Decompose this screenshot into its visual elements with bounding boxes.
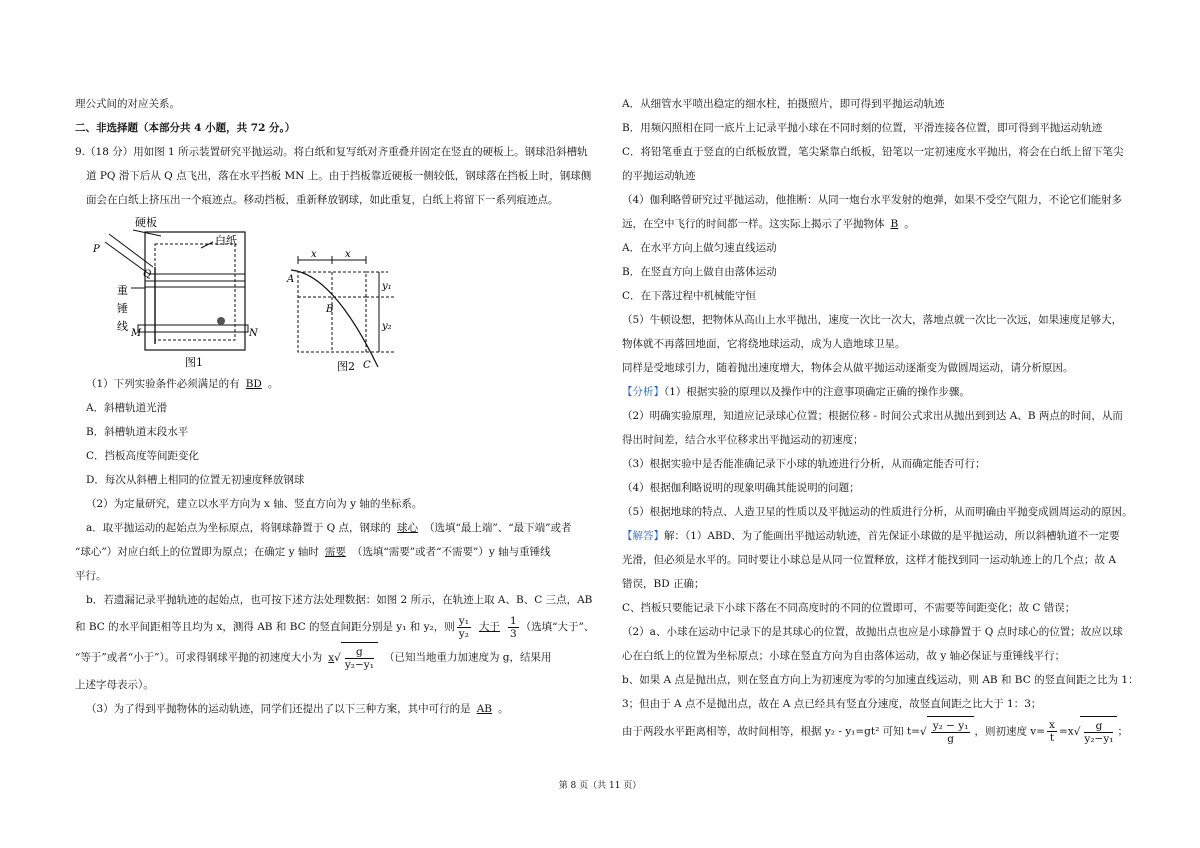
solution-text: 由于两段水平距离相等，故时间相等，根据 y₂ - y₁=gt² 可知 t= (622, 725, 920, 738)
label-b: B (326, 304, 334, 315)
text-line: （2）a、小球在运动中记录下的是其球心的位置，故抛出点也应是小球静置于 Q 点时球心的位置；故应以球 (622, 626, 1123, 638)
formula-line (622, 716, 1157, 747)
label-x1: x (311, 249, 317, 260)
text-line: C、挡板只要能记录下小球下落在不同高度时的不同的位置即可，不需要等间距变化；故 C 错误； (622, 602, 1076, 614)
text-line: （5）根据地球的特点、人造卫星的性质以及平抛运动的性质进行分析，从而明确由平抛变成圆周运动的原因。 (622, 506, 1133, 518)
text-line: 心在白纸上的位置为坐标原点；小球在竖直方向为自由落体运动，故 y 轴必保证与重锤线平行； (622, 650, 1066, 662)
text-line (75, 612, 610, 642)
answer: 需要 (324, 546, 346, 558)
solution-line (622, 524, 1157, 548)
question-text: （已知当地重力加速度为 g，结果用 (383, 651, 552, 664)
text-line: 物体就不再落回地面，它将绕地球运动，成为人造地球卫星。 (622, 338, 906, 350)
text-line: 错误，BD 正确； (622, 578, 705, 590)
option-c: C．在下落过程中机械能守恒 (622, 290, 757, 302)
option-a: A．斜槽轨道光滑 (86, 402, 168, 414)
question-2: （2）为定量研究，建立以水平方向为 x 轴、竖直方向为 y 轴的坐标系。 (86, 498, 423, 510)
label-c: C (363, 360, 371, 371)
text-line: 光滑，但必须是水平的。同时要让小球总是从同一位置释放，这样才能找到同一运动轨迹上的几个点；故 A (622, 554, 1116, 566)
text-line: 的平抛运动轨迹 (622, 170, 696, 182)
caption-fig1: 图1 (185, 356, 203, 369)
label-y1: y₁ (382, 281, 392, 292)
text-line (622, 212, 1157, 236)
text-line (75, 540, 610, 564)
question-text: （选填“大于”、 (520, 621, 595, 633)
analysis-text: （1）根据实验的原理以及操作中的注意事项确定正确的操作步骤。 (664, 386, 970, 398)
question-text: “球心”）对应白纸上的位置即为原点；在确定 y 轴时 (75, 546, 319, 558)
question-2b: b．若遗漏记录平抛轨迹的起始点，也可按下述方法处理数据：如图 2 所示，在轨迹上取 A、B、C 三点，AB (86, 594, 593, 606)
figure-apparatus (75, 212, 610, 372)
option-c: C．将铅笔垂直于竖直的白纸板放置，笔尖紧靠白纸板，铅笔以一定初速度水平抛出，将会在白纸上留下笔尖 (622, 146, 1124, 158)
label-line: 线 (117, 320, 128, 333)
label-paper: 白纸 (215, 234, 237, 247)
label-heavy: 重 (117, 284, 128, 297)
label-a: A (287, 274, 295, 285)
right-column (622, 92, 1157, 747)
sqrt-formula: √ $\frac{\text{y₂ − y₁}}{g}$ (920, 716, 974, 747)
apparatus-diagram (83, 212, 423, 372)
label-board: 硬板 (135, 216, 157, 229)
question-text: （1）下列实验条件必须满足的有 (86, 378, 240, 390)
text-line: 上述字母表示）。 (75, 679, 154, 691)
text-line: 得出时间差，结合水平位移求出平抛运动的初速度； (622, 434, 864, 446)
option-b: B．在竖直方向上做自由落体运动 (622, 266, 777, 278)
punct: ； (1117, 725, 1128, 738)
analysis-tag: 【分析】 (622, 386, 664, 398)
question-text: 远，在空中飞行的时间都一样。这实际上揭示了平抛物体 (622, 218, 885, 230)
question-9-line: 9.（18 分）用如图 1 所示装置研究平抛运动。将白纸和复写纸对齐重叠并固定在竖直的硬板上。钢球沿斜槽轨 (75, 146, 588, 158)
text-line: 理公式间的对应关系。 (75, 98, 180, 110)
option-b: B．斜槽轨道末段水平 (86, 426, 189, 438)
punct: 。 (904, 218, 915, 230)
caption-fig2: 图2 (337, 360, 355, 372)
label-x2: x (345, 249, 351, 260)
label-n: N (249, 328, 258, 339)
option-a: A．从细管水平喷出稳定的细水柱，拍摄照片，即可得到平抛运动轨迹 (622, 98, 945, 110)
answer: 大于 (478, 621, 500, 633)
left-column (75, 92, 610, 721)
text-line: 平行。 (75, 570, 107, 582)
punct: 。 (267, 378, 279, 390)
option-b: B．用频闪照相在同一底片上记录平抛小球在不同时刻的位置，平滑连接各位置，即可得到平抛运动轨迹 (622, 122, 1103, 134)
label-hammer: 锤 (117, 302, 128, 315)
text-line: 道 PQ 滑下后从 Q 点飞出，落在水平挡板 MN 上。由于挡板靠近硬板一侧较低，钢球落在挡板上时，钢球侧 (86, 170, 592, 182)
fraction-x-t: $\frac{x}{t}$ (1049, 719, 1055, 744)
question-text: （3）为了得到平抛物体的运动轨迹，同学们还提出了以下三种方案，其中可行的是 (86, 703, 471, 715)
answer: BD (245, 378, 262, 390)
text-line: （3）根据实验中是否能准确记录下小球的轨迹进行分析，从而确定能否可行； (622, 458, 986, 470)
solution-text: ，则初速度 v= (974, 725, 1046, 738)
solution-text: =x (1058, 725, 1074, 738)
text-line: 3；但由于 A 点不是抛出点，故在 A 点已经具有竖直分速度，故竖直间距之比大于 1：3； (622, 698, 1042, 710)
question-text: （选填“需要”或者“不需要”）y 轴与重锤线 (351, 546, 551, 558)
option-a: A．在水平方向上做匀速直线运动 (622, 242, 777, 254)
text-line (75, 642, 610, 673)
answer: 球心 (397, 522, 419, 534)
answer: AB (476, 703, 492, 715)
label-y2: y₂ (382, 321, 392, 332)
question-text: 和 BC 的水平间距相等且均为 x，测得 AB 和 BC 的竖直间距分别是 y₁ 和 y₂，则 (75, 621, 455, 633)
question-1 (75, 372, 610, 396)
label-m: M (131, 328, 142, 339)
sqrt-formula: √ $\frac{g}{\text{y₂−y₁}}$ (1074, 716, 1118, 747)
question-3 (75, 697, 610, 721)
text-line: （2）明确实验原理，知道应记录球心位置；根据位移 - 时间公式求出从抛出到到达 A、B 两点的时间，从而 (622, 410, 1123, 422)
question-4: （4）伽利略曾研究过平抛运动，他推断：从同一炮台水平发射的炮弹，如果不受空气阻力，不论它们能射多 (622, 194, 1123, 206)
option-c: C．挡板高度等间距变化 (86, 450, 200, 462)
text-line: 面会在白纸上挤压出一个痕迹点。移动挡板，重新释放钢球，如此重复，白纸上将留下一系列痕迹点。 (86, 194, 559, 206)
answer: B (890, 218, 899, 230)
label-p: P (93, 244, 100, 255)
solution-text: 解：（1）ABD、为了能画出平抛运动轨迹，首先保证小球做的是平抛运动，所以斜槽轨道不一定要 (664, 530, 1120, 542)
text-line: b、如果 A 点是抛出点，则在竖直方向上为初速度为零的匀加速直线运动，则 AB 和 BC 的竖直间距之比为 1： (622, 674, 1139, 686)
fraction-y1-y2: $\frac{\text{y₁}}{\text{y₂}}$ (458, 614, 469, 640)
question-2a (75, 516, 610, 540)
answer-formula: x√ $\frac{g}{\text{y₂−y₁}}$ (322, 652, 384, 664)
analysis-line (622, 380, 1157, 404)
fraction-one-third: $\frac{1}{3}$ (509, 614, 517, 640)
question-5: （5）牛顿设想，把物体从高山上水平抛出，速度一次比一次大，落地点就一次比一次远，如果速度足够大， (622, 314, 1123, 326)
label-q: Q (143, 269, 152, 280)
text-line: （4）根据伽利略说明的现象明确其能说明的问题； (622, 482, 860, 494)
punct: 。 (498, 703, 509, 715)
section-heading: 二、非选择题（本部分共 4 小题，共 72 分。） (75, 122, 296, 134)
text-line: 同样是受地球引力，随着抛出速度增大，物体会从做平抛运动逐渐变为做圆周运动，请分析原因。 (622, 362, 1074, 374)
question-text: （选填“最上端”、“最下端”或者 (424, 522, 572, 534)
solution-tag: 【解答】 (622, 530, 664, 542)
question-text: “等于”或者“小于”）。可求得钢球平抛的初速度大小为 (75, 651, 323, 664)
question-text: a．取平抛运动的起始点为坐标原点，将钢球静置于 Q 点，钢球的 (86, 522, 392, 534)
option-d: D．每次从斜槽上相同的位置无初速度释放钢球 (86, 474, 305, 486)
page-footer: 第 8 页（共 11 页） (558, 781, 642, 791)
